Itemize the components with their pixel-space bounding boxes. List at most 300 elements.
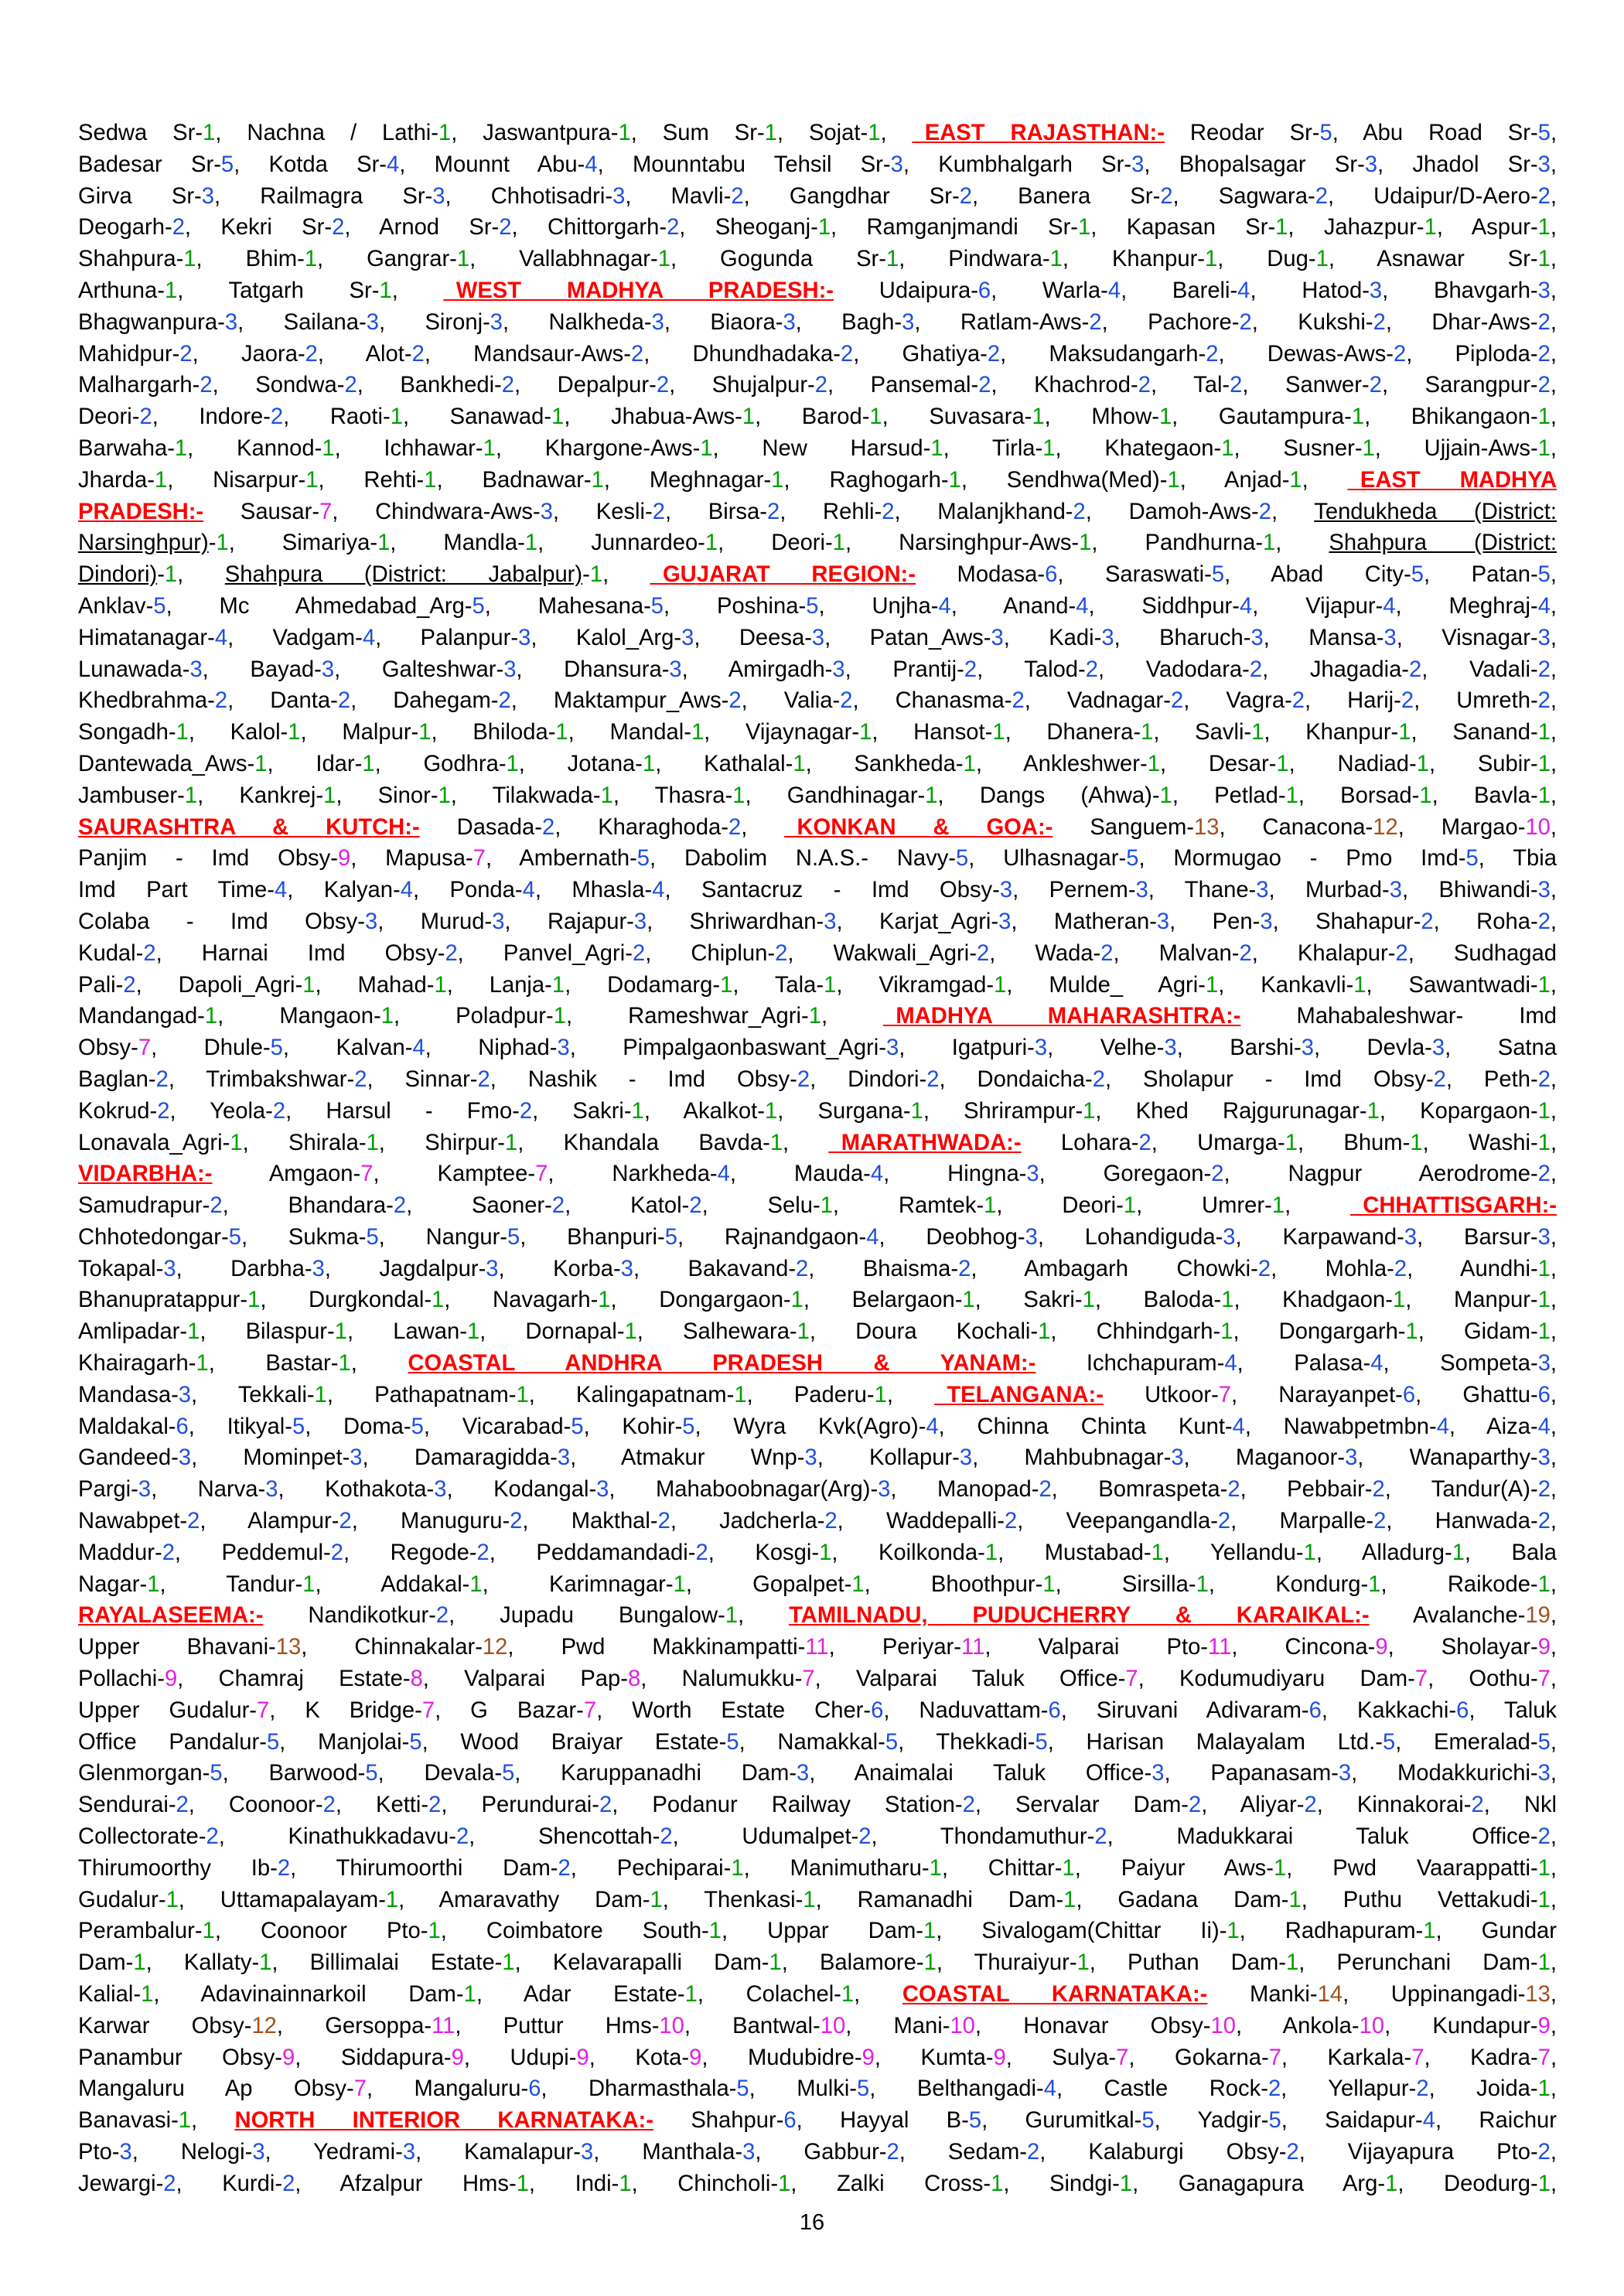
rainfall-value: 1: [1078, 215, 1091, 241]
station-text: , Mulki-: [749, 2076, 858, 2102]
rainfall-value: 7: [1268, 2045, 1281, 2070]
rainfall-value: 2: [332, 215, 345, 241]
station-text: , Bhaisma-: [808, 1256, 959, 1281]
region-heading: _KONKAN & GOA:-: [784, 814, 1053, 840]
station-text: , Kallaty-: [145, 1950, 260, 1976]
text-line: [78, 654, 1557, 686]
text-line: [78, 1979, 1557, 2011]
station-text: , Mhow-: [1044, 404, 1159, 430]
rainfall-value: 1: [456, 247, 470, 272]
rainfall-value: 1: [643, 751, 656, 776]
station-text: , Chittar-: [941, 1855, 1063, 1881]
station-text: , Poladpur-: [393, 1004, 554, 1029]
rainfall-value: 9: [164, 1667, 178, 1692]
station-text: Jambuser-: [78, 783, 185, 808]
station-text: , Doura Kochali-: [809, 1319, 1039, 1345]
station-text: , Mauda-: [729, 1162, 871, 1187]
station-text: ,: [1550, 278, 1557, 303]
station-text: , Murud-: [377, 909, 493, 934]
rainfall-value: 2: [926, 1066, 940, 1092]
rainfall-value: 1: [1537, 1855, 1551, 1881]
station-text: , Kosgi-: [708, 1540, 820, 1565]
station-text: ,: [1550, 688, 1557, 714]
region-heading: COASTAL KARNATAKA:-: [902, 1982, 1208, 2008]
station-text: , Wanaparthy-: [1357, 1445, 1538, 1471]
station-text: Anklav-: [78, 593, 154, 619]
rainfall-value: 1: [1042, 435, 1056, 461]
rainfall-value: 3: [138, 1477, 152, 1503]
station-text: Panjim - Imd Obsy-: [78, 846, 338, 872]
station-text: , Servalar Dam-: [974, 1793, 1189, 1818]
rainfall-value: 2: [689, 1193, 702, 1219]
rainfall-value: 2: [1239, 940, 1252, 966]
station-text: , Thirumoorthi Dam-: [290, 1855, 558, 1881]
rainfall-value: 1: [322, 435, 335, 461]
rainfall-value: 2: [179, 341, 193, 367]
station-text: , Chamraj Estate-: [177, 1667, 411, 1692]
station-text: , Veepangandla-: [1017, 1509, 1218, 1534]
rainfall-value: 6: [871, 1697, 884, 1723]
station-text: , Thasra-: [612, 783, 733, 808]
rainfall-value: 2: [214, 688, 228, 714]
text-line: [78, 1916, 1557, 1947]
text-line: [78, 843, 1557, 875]
rainfall-value: 1: [619, 2171, 632, 2196]
station-text: , Kurdi-: [176, 2171, 283, 2196]
rainfall-value: 10: [820, 2013, 846, 2038]
rainfall-value: 1: [1221, 435, 1234, 461]
rainfall-value: 2: [1291, 688, 1305, 714]
rainfall-value: 5: [1537, 121, 1551, 145]
station-text: , Satna: [1445, 1035, 1557, 1061]
station-text: Maddur-: [78, 1540, 162, 1565]
rainfall-value: 5: [502, 1761, 515, 1786]
rainfall-value: 3: [1537, 152, 1551, 177]
rainfall-value: 2: [200, 373, 213, 398]
station-text: , Kinnakorai-: [1316, 1793, 1472, 1818]
rainfall-value: 1: [1424, 215, 1437, 241]
rainfall-value: 1: [771, 467, 784, 493]
rainfall-value: 1: [1221, 1288, 1234, 1313]
rainfall-value: 3: [1537, 625, 1551, 650]
station-text: Sausar-: [203, 499, 320, 524]
rainfall-value: 1: [1405, 1319, 1418, 1345]
station-text: Tokapal-: [78, 1256, 164, 1281]
rainfall-value: 2: [393, 1193, 407, 1219]
station-text: Colaba - Imd Obsy-: [78, 909, 365, 934]
rainfall-value: 2: [272, 1098, 286, 1124]
station-text: , Kharaghoda-: [554, 814, 728, 840]
rainfall-value: 2: [1537, 657, 1551, 682]
rainfall-value: 2: [1537, 341, 1551, 367]
station-text: , Gurumitkal-: [981, 2108, 1142, 2134]
station-text: , Narsinghpur-Aws-: [844, 531, 1080, 556]
station-text: , Nadiad-: [1288, 751, 1417, 776]
rainfall-value: 3: [832, 657, 845, 682]
station-text: , Alampur-: [200, 1509, 339, 1534]
text-line: [78, 812, 1557, 844]
text-line: [78, 2137, 1557, 2168]
rainfall-value: 2: [797, 1066, 810, 1092]
station-text: , Jaora-: [192, 341, 305, 367]
station-text: , Gopalpet-: [685, 1571, 852, 1597]
rainfall-value: 2: [1217, 1509, 1231, 1534]
station-text: , Kadi-: [1003, 625, 1102, 650]
station-text: , Trimbakshwar-: [168, 1066, 355, 1092]
rainfall-value: 2: [411, 341, 425, 367]
rainfall-value: 4: [362, 625, 376, 650]
station-text: , Emeralad-: [1395, 1729, 1538, 1755]
rainfall-value: 2: [277, 1855, 291, 1881]
text-line: [78, 1506, 1557, 1537]
station-text: , Simariya-: [228, 531, 378, 556]
station-text: , Makthal-: [522, 1509, 658, 1534]
station-text: , Katol-: [565, 1193, 690, 1219]
rainfall-value: 1: [432, 1288, 445, 1313]
text-line: [78, 780, 1557, 812]
rainfall-value: 1: [874, 1382, 887, 1407]
station-text: , Naduvattam-: [883, 1697, 1049, 1723]
rainfall-value: 3: [1537, 278, 1551, 303]
text-line: [78, 1158, 1557, 1190]
rainfall-value: 1: [1285, 783, 1298, 808]
station-text: ,: [1550, 878, 1557, 903]
station-text: , Wakwali_Agri-: [787, 940, 977, 966]
rainfall-value: 2: [428, 1793, 442, 1818]
rainfall-value: 1: [1205, 247, 1218, 272]
rainfall-value: 1: [731, 1855, 744, 1881]
rainfall-value: 3: [1223, 1224, 1236, 1250]
rainfall-value: 9: [689, 2045, 702, 2070]
station-text: , Navagarh-: [444, 1288, 599, 1313]
station-text: , Kapasan Sr-: [1090, 215, 1276, 241]
station-text: ,: [880, 121, 913, 145]
station-text: ,: [1550, 720, 1557, 745]
station-text: Udaipura-: [834, 278, 978, 303]
rainfall-value: 1: [1537, 972, 1551, 998]
station-text: , Kalyan-: [287, 878, 401, 903]
station-text: , Talod-: [977, 657, 1086, 682]
rainfall-value: 1: [505, 1130, 518, 1155]
rainfall-value: 1: [790, 1288, 803, 1313]
station-text: , Sanawad-: [402, 404, 552, 430]
rainfall-value: 9: [861, 2045, 875, 2070]
rainfall-value: 5: [1126, 846, 1139, 872]
station-text: , Umarga-: [1151, 1130, 1285, 1155]
rainfall-value: 1: [314, 1382, 327, 1407]
text-line: [78, 527, 1557, 559]
rainfall-value: 3: [178, 1382, 192, 1407]
station-text: ,: [1302, 467, 1348, 493]
rainfall-value: 3: [119, 2140, 132, 2165]
rainfall-value: 1: [1366, 1098, 1380, 1124]
rainfall-value: 6: [1048, 1697, 1061, 1723]
station-text: , Karimnagar-: [482, 1571, 674, 1597]
rainfall-value: 1: [963, 751, 976, 776]
station-text: , Atmakur Wnp-: [570, 1445, 805, 1471]
station-text: , Ghattu-: [1415, 1382, 1538, 1407]
station-text: , Sedam-: [899, 2140, 1028, 2165]
rainfall-value: 5: [968, 2108, 982, 2134]
station-text: , Sailana-: [237, 309, 367, 335]
station-text: Bhanupratappur-: [78, 1288, 248, 1313]
station-text: , Niphad-: [425, 1035, 558, 1061]
rainfall-value: 3: [1431, 1035, 1445, 1061]
rainfall-value: 1: [1351, 404, 1365, 430]
station-text: , Umrer-: [1136, 1193, 1272, 1219]
station-text: Utkoor-: [1104, 1382, 1219, 1407]
station-text: , Perunchani Dam-: [1298, 1950, 1538, 1976]
station-text: , Jupadu Bungalow-: [449, 1603, 725, 1629]
rainfall-value: 1: [708, 1919, 722, 1944]
station-text: , Maktampur_Aws-: [510, 688, 729, 714]
station-text: , Bhoothpur-: [864, 1571, 1043, 1597]
station-text: ,: [886, 1382, 935, 1407]
rainfall-value: 2: [667, 215, 680, 241]
station-underlined: Shahpura (District:: [1329, 531, 1557, 556]
station-text: , Chhindgarh-: [1050, 1319, 1221, 1345]
rainfall-value: 5: [220, 152, 234, 177]
station-text: , Gabbur-: [755, 2140, 887, 2165]
station-text: , Dewas-Aws-: [1218, 341, 1394, 367]
rainfall-value: 1: [302, 1571, 316, 1597]
station-text: ,: [1275, 531, 1329, 556]
station-text: , Deori-: [718, 531, 833, 556]
station-text: , Jhabua-Aws-: [564, 404, 742, 430]
station-text: Lohara-: [1021, 1130, 1139, 1155]
station-text: , Arnod Sr-: [344, 215, 500, 241]
text-line: [78, 1947, 1557, 1979]
rainfall-value: 2: [1394, 341, 1407, 367]
rainfall-value: 2: [1537, 373, 1551, 398]
station-text: , Palanpur-: [375, 625, 519, 650]
station-text: , Mavli-: [625, 183, 732, 209]
rainfall-value: 4: [214, 625, 228, 650]
station-text: , Thuraiyur-: [936, 1950, 1077, 1976]
station-text: , Karpawand-: [1235, 1224, 1404, 1250]
station-underlined: Tendukheda (District:: [1314, 499, 1557, 524]
station-text: , Pindwara-: [899, 247, 1050, 272]
station-text: , Sheoganj-: [679, 215, 818, 241]
station-text: , Ulhasnagar-: [968, 846, 1127, 872]
rainfall-value: 1: [203, 121, 216, 145]
rainfall-value: 1: [1398, 720, 1411, 745]
rainfall-value: 1: [1537, 751, 1551, 776]
station-text: Deori-: [78, 404, 140, 430]
rainfall-value: 2: [551, 1193, 565, 1219]
rainfall-value: 9: [1375, 1635, 1388, 1660]
station-text: , Pwd Vaarappatti-: [1286, 1855, 1538, 1881]
rainfall-value: 4: [1370, 1351, 1383, 1377]
region-heading: _MADHYA MAHARASHTRA:-: [883, 1004, 1241, 1029]
rainfall-value: 5: [409, 1729, 422, 1755]
rainfall-value: 3: [557, 1445, 571, 1471]
station-text: , Mangaon-: [217, 1004, 381, 1029]
rainfall-value: 14: [1317, 1982, 1343, 2008]
station-text: , Regode-: [343, 1540, 477, 1565]
station-text: , Gokarna-: [1128, 2045, 1269, 2070]
region-heading: TAMILNADU, PUDUCHERRY & KARAIKAL:-: [789, 1603, 1370, 1629]
region-heading: NORTH INTERIOR KARNATAKA:-: [234, 2108, 653, 2134]
rainfall-value: 4: [400, 878, 413, 903]
station-text: ,: [783, 1130, 829, 1155]
rainfall-value: 2: [176, 1793, 189, 1818]
station-text: , Deori-: [996, 1193, 1124, 1219]
rainfall-value: 1: [650, 1887, 663, 1912]
station-text: Pollachi-: [78, 1667, 165, 1692]
rainfall-value: 9: [993, 2045, 1006, 2070]
station-text: , Belthangadi-: [869, 2076, 1044, 2102]
station-text: , Ichhawar-: [334, 435, 483, 461]
rainfall-value: 9: [1537, 2013, 1551, 2038]
station-text: , Sironj-: [378, 309, 490, 335]
rainfall-value: 1: [1537, 247, 1551, 272]
station-text: ,: [1550, 373, 1557, 398]
rainfall-value: 7: [257, 1697, 270, 1723]
rainfall-value: 1: [992, 720, 1005, 745]
station-text: , Sendhwa(Med)-: [960, 467, 1168, 493]
text-line: [78, 1632, 1557, 1663]
station-text: , Waddepalli-: [837, 1509, 1005, 1534]
station-text: , Indore-: [152, 404, 271, 430]
rainfall-value: 3: [1537, 878, 1551, 903]
text-line: [78, 1853, 1557, 1885]
rainfall-value: 3: [1338, 1761, 1352, 1786]
rainfall-value: 5: [1465, 846, 1479, 872]
station-text: , Bhopalsagar Sr-: [1144, 152, 1365, 177]
station-text: , Kakkachi-: [1321, 1697, 1457, 1723]
station-text: Nandikotkur-: [263, 1603, 436, 1629]
rainfall-value: 3: [1537, 1224, 1551, 1250]
station-text: , Sojat-: [776, 121, 868, 145]
station-text: , Honavar Obsy-: [974, 2013, 1211, 2038]
rainfall-value: 4: [1224, 1351, 1237, 1377]
rainfall-value: 1: [434, 972, 447, 998]
rainfall-value: 1: [334, 1319, 347, 1345]
rainfall-value: 5: [1411, 562, 1424, 588]
text-line: [78, 1064, 1557, 1096]
station-text: , Bhum-: [1297, 1130, 1411, 1155]
station-text: , Raichur: [1435, 2108, 1557, 2134]
rainfall-value: 2: [270, 404, 284, 430]
text-line: [78, 1380, 1557, 1411]
station-text: , Khanpur-: [1264, 720, 1399, 745]
rainfall-value: 7: [1116, 2045, 1129, 2070]
station-text: , Siddhpur-: [1088, 593, 1240, 619]
station-text: ,: [821, 1004, 884, 1029]
station-text: , Indi-: [528, 2171, 619, 2196]
rainfall-value: 2: [1537, 909, 1551, 934]
rainfall-value: 2: [775, 940, 788, 966]
station-text: , Belargaon-: [803, 1288, 963, 1313]
station-text: , Barsur-: [1417, 1224, 1538, 1250]
station-text: , Mahbubnagar-: [972, 1445, 1172, 1471]
station-text: , Harsul - Fmo-: [285, 1098, 520, 1124]
rainfall-value: 3: [518, 625, 531, 650]
station-text: , Palasa-: [1237, 1351, 1371, 1377]
rainfall-value: 1: [598, 1288, 611, 1313]
station-text: ,: [1550, 121, 1557, 145]
rainfall-value: 5: [1537, 562, 1551, 588]
station-text: , Nashik - Imd Obsy-: [490, 1066, 797, 1092]
rainfall-value: 5: [210, 1761, 223, 1786]
station-text: , Malpur-: [300, 720, 419, 745]
station-text: , Saidapur-: [1281, 2108, 1423, 2134]
station-text: , Danta-: [227, 688, 338, 714]
rainfall-value: 7: [1414, 1667, 1428, 1692]
rainfall-value: 1: [1062, 1855, 1075, 1881]
station-text: , Coonoor Pto-: [214, 1919, 428, 1944]
station-text: , Panvel_Agri-: [457, 940, 633, 966]
rainfall-value: 1: [165, 1887, 179, 1912]
rainfall-value: 5: [266, 1729, 280, 1755]
rainfall-value: 1: [553, 1004, 566, 1029]
station-text: , Udumalpet-: [672, 1824, 859, 1850]
text-line: [78, 1727, 1557, 1759]
region-heading: VIDARBHA:-: [78, 1162, 213, 1187]
station-text: Gudalur-: [78, 1887, 166, 1912]
station-text: , Sinor-: [336, 783, 438, 808]
station-text: , Mormugao - Pmo Imd-: [1138, 846, 1466, 872]
station-text: , Sawantwadi-: [1366, 972, 1538, 998]
station-text: , Alot-: [317, 341, 412, 367]
station-text: , Birsa-: [664, 499, 767, 524]
station-text: , Coimbatore South-: [440, 1919, 709, 1944]
station-text: , Modakkurichi-: [1351, 1761, 1538, 1786]
rainfall-value: 3: [366, 309, 379, 335]
station-text: ,: [1550, 1351, 1557, 1377]
rainfall-value: 2: [695, 1540, 708, 1565]
station-text: , Karjat_Agri-: [836, 909, 999, 934]
station-text: , Suvasara-: [882, 404, 1032, 430]
station-text: , Ramanadhi Dam-: [815, 1887, 1064, 1912]
rainfall-value: 2: [958, 1256, 971, 1281]
station-text: , Sindgi-: [1003, 2171, 1120, 2196]
rainfall-value: 9: [451, 2045, 464, 2070]
station-text: , Wada-: [989, 940, 1101, 966]
rainfall-value: 5: [664, 1224, 677, 1250]
station-text: , Kalaburgi Obsy-: [1039, 2140, 1287, 2165]
station-text: , Yedrami-: [264, 2140, 403, 2165]
rainfall-value: 1: [1537, 1887, 1551, 1912]
rainfall-value: 1: [1419, 783, 1432, 808]
station-text: , Sanwer-: [1242, 373, 1370, 398]
rainfall-value: 1: [1537, 1319, 1551, 1345]
station-text: , Balamore-: [781, 1950, 924, 1976]
text-line: [78, 1316, 1557, 1348]
station-text: , Raghogarh-: [783, 467, 949, 493]
rainfall-value: 1: [589, 562, 603, 588]
station-text: , Uttamapalayam-: [178, 1887, 386, 1912]
rainfall-value: 3: [1171, 1445, 1184, 1471]
station-text: , Kondurg-: [1208, 1571, 1369, 1597]
rainfall-value: 1: [657, 247, 670, 272]
station-text: , Tekkali-: [191, 1382, 315, 1407]
rainfall-value: 1: [1038, 1319, 1051, 1345]
rainfall-value: 1: [428, 1919, 441, 1944]
station-text: , Bhim-: [196, 247, 305, 272]
rainfall-value: 3: [178, 1445, 192, 1471]
rainfall-value: 2: [656, 373, 670, 398]
station-text: , Ganagapura Arg-: [1132, 2171, 1386, 2196]
station-text: Baglan-: [78, 1066, 156, 1092]
station-text: , Gogunda Sr-: [670, 247, 886, 272]
station-text: ,: [1550, 1162, 1557, 1187]
rainfall-value: 1: [366, 1130, 379, 1155]
rainfall-value: 3: [1131, 152, 1145, 177]
rainfall-value: 2: [1206, 341, 1219, 367]
station-text: , Raikode-: [1380, 1571, 1538, 1597]
